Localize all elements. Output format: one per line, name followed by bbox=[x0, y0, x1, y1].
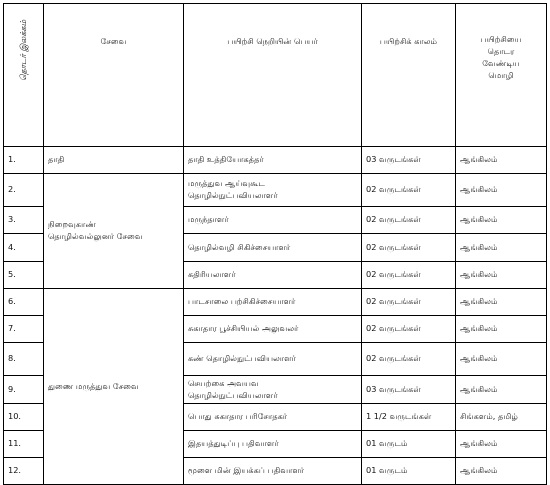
serial-number-cell: 9. bbox=[4, 376, 44, 404]
course-cell: பாடசாலை பற்சிகிச்சையாளர் bbox=[184, 289, 362, 316]
serial-number-cell: 11. bbox=[4, 431, 44, 458]
header-language bbox=[456, 4, 547, 147]
service-line: நிறைவுகாண் bbox=[48, 219, 96, 230]
duration-cell: 01 வருடம் bbox=[362, 458, 456, 485]
serial-number-cell: 12. bbox=[4, 458, 44, 485]
serial-number-cell: 1. bbox=[4, 147, 44, 174]
serial-number-cell: 6. bbox=[4, 289, 44, 316]
table-row bbox=[4, 174, 547, 207]
duration-cell: 02 வருடங்கள் bbox=[362, 262, 456, 289]
duration-cell: 1 1/2 வருடங்கள் bbox=[362, 404, 456, 431]
course-line: மருத்துவ ஆய்வுகூட bbox=[188, 178, 265, 189]
language-cell: ஆங்கிலம் bbox=[456, 458, 547, 485]
service-line: தொழில்வல்லுனர் சேவை bbox=[48, 231, 143, 241]
header-language-line: மொழி bbox=[488, 69, 514, 80]
header-service: சேவை bbox=[44, 4, 184, 147]
header-course-name: பயிற்சி நெறியின் பெயர் bbox=[184, 4, 362, 147]
course-line: தொழில்நுட்பவியலாளர் bbox=[188, 190, 278, 200]
header-serial-number bbox=[4, 4, 44, 147]
course-cell: தாதி உத்தியோகத்தர் bbox=[184, 147, 362, 174]
header-language-line: வேண்டிய bbox=[482, 57, 520, 68]
language-cell: ஆங்கிலம் bbox=[456, 431, 547, 458]
course-cell: மூளை மின் இயக்கப் பதிவாளர் bbox=[184, 458, 362, 485]
course-cell bbox=[184, 174, 362, 207]
language-cell: ஆங்கிலம் bbox=[456, 289, 547, 316]
service-cell-drug-field bbox=[44, 174, 184, 289]
language-cell: சிங்களம், தமிழ் bbox=[456, 404, 547, 431]
header-language-line: தொடர bbox=[487, 45, 515, 56]
serial-number-label: தொடர் இலக்கம் bbox=[17, 19, 28, 81]
duration-cell: 02 வருடங்கள் bbox=[362, 174, 456, 207]
serial-number-cell: 8. bbox=[4, 343, 44, 376]
language-cell: ஆங்கிலம் bbox=[456, 147, 547, 174]
course-cell: இதயத்துடிப்பு பதிவாளர் bbox=[184, 431, 362, 458]
duration-cell: 02 வருடங்கள் bbox=[362, 343, 456, 376]
language-cell: ஆங்கிலம் bbox=[456, 262, 547, 289]
duration-cell: 02 வருடங்கள் bbox=[362, 234, 456, 262]
duration-cell: 02 வருடங்கள் bbox=[362, 289, 456, 316]
serial-number-cell: 4. bbox=[4, 234, 44, 262]
duration-cell: 01 வருடம் bbox=[362, 431, 456, 458]
course-cell: கண் தொழில்நுட்பவியலாளர் bbox=[184, 343, 362, 376]
course-line: தொழில்நுட்பவியலாளர் bbox=[188, 389, 278, 400]
duration-cell: 03 வருடங்கள் bbox=[362, 376, 456, 404]
language-cell: ஆங்கிலம் bbox=[456, 316, 547, 343]
serial-number-cell: 2. bbox=[4, 174, 44, 207]
duration-cell: 03 வருடங்கள் bbox=[362, 147, 456, 174]
serial-number-cell: 3. bbox=[4, 207, 44, 234]
duration-cell: 02 வருடங்கள் bbox=[362, 316, 456, 343]
table-row bbox=[4, 289, 547, 316]
course-cell bbox=[184, 376, 362, 404]
table-row bbox=[4, 147, 547, 174]
course-cell: சுகாதார பூச்சியியல் அலுவலர் bbox=[184, 316, 362, 343]
course-cell: பொது சுகாதார பரிசோதகர் bbox=[184, 404, 362, 431]
course-cell: மருந்தாளர் bbox=[184, 207, 362, 234]
language-cell: ஆங்கிலம் bbox=[456, 174, 547, 207]
service-cell-nursing: தாதி bbox=[44, 147, 184, 174]
language-cell: ஆங்கிலம் bbox=[456, 376, 547, 404]
serial-number-cell: 10. bbox=[4, 404, 44, 431]
header-duration: பயிற்சிக் காலம் bbox=[362, 4, 456, 147]
duration-cell: 02 வருடங்கள் bbox=[362, 207, 456, 234]
service-cell-paramedical: துணை மருத்துவ சேவை bbox=[44, 289, 184, 485]
serial-number-cell: 5. bbox=[4, 262, 44, 289]
course-cell: தொழில்வழி சிகிச்சையாளர் bbox=[184, 234, 362, 262]
serial-number-cell: 7. bbox=[4, 316, 44, 343]
header-language-line: பயிற்சியை bbox=[480, 34, 522, 44]
courses-table bbox=[3, 3, 547, 485]
language-cell: ஆங்கிலம் bbox=[456, 234, 547, 262]
course-line: செயற்கை அவயவ bbox=[188, 377, 259, 388]
language-cell: ஆங்கிலம் bbox=[456, 207, 547, 234]
header-row bbox=[4, 4, 547, 147]
language-cell: ஆங்கிலம் bbox=[456, 343, 547, 376]
course-cell: கதிரியலாளர் bbox=[184, 262, 362, 289]
